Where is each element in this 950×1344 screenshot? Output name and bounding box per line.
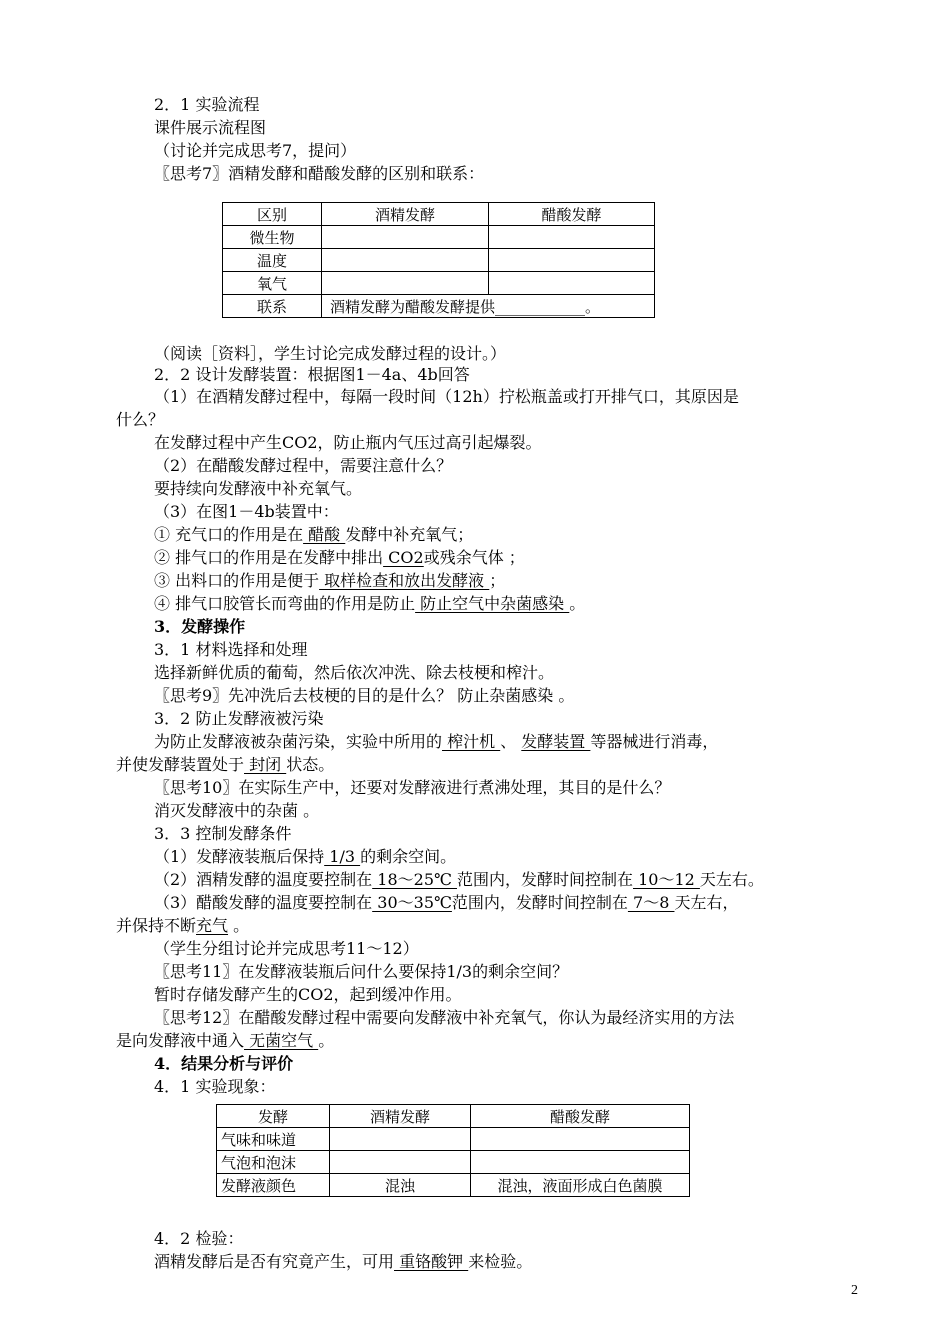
text-segment: 范围内，发酵时间控制在	[456, 870, 633, 889]
text-segment: 范围内，发酵时间控制在	[451, 893, 628, 912]
table-row	[217, 1128, 690, 1151]
section-3-2-heading: 3．2 防止发酵液被污染	[154, 709, 324, 728]
comparison-table	[222, 202, 655, 318]
text-segment: 。	[318, 1031, 335, 1050]
answer-line: 消灭发酵液中的杂菌 。	[154, 801, 320, 820]
text-line	[154, 547, 525, 569]
text-line: （学生分组讨论并完成思考11～12）	[154, 939, 419, 958]
text-segment: 。	[569, 594, 586, 613]
table-header-cell: 发酵	[217, 1105, 330, 1128]
page-number: 2	[851, 1283, 858, 1298]
answer-line: 要持续向发酵液中补充氧气。	[154, 479, 363, 498]
underlined-answer: 7～8	[627, 893, 675, 912]
section-3-heading: 3．发酵操作	[154, 617, 246, 636]
underlined-answer: 醋酸	[303, 525, 346, 544]
text-segment: 状态。	[286, 755, 335, 774]
text-line: （阅读［资料］，学生讨论完成发酵过程的设计。）	[154, 344, 507, 363]
text-segment: 。	[228, 916, 250, 935]
think-7-question: 〖思考7〗酒精发酵和醋酸发酵的区别和联系：	[154, 164, 485, 183]
text-segment: 或残余气体 ；	[423, 548, 525, 567]
text-segment: ② 排气口的作用是在发酵中排出	[154, 548, 384, 567]
link-cell: 酒精发酵为醋酸发酵提供____________。	[322, 295, 655, 318]
text-segment: 并保持不断	[116, 916, 197, 935]
text-segment: 的剩余空间。	[360, 847, 457, 866]
think-11-question: 〖思考11〗在发酵液装瓶后问什么要保持1/3的剩余空间？	[154, 962, 569, 981]
table-cell	[330, 1151, 471, 1174]
text-line: （讨论并完成思考7，提问）	[154, 141, 357, 160]
table-header-cell: 醋酸发酵	[489, 203, 655, 226]
text-segment: （3）醋酸发酵的温度要控制在	[154, 893, 373, 912]
table-cell	[322, 272, 489, 295]
text-segment: ；	[489, 571, 506, 590]
table-row-label: 温度	[223, 249, 322, 272]
section-4-1-heading: 4．1 实验现象：	[154, 1077, 276, 1096]
text-line	[154, 524, 473, 546]
table-row	[223, 226, 655, 249]
text-segment: 等器械进行消毒，	[590, 732, 719, 751]
table-header-row	[223, 203, 655, 226]
text-line: 什么？	[116, 410, 165, 429]
text-segment: 酒精发酵后是否有究竟产生，可用	[154, 1252, 395, 1271]
section-2-2-heading: 2．2 设计发酵装置：根据图1－4a、4b回答	[154, 365, 470, 384]
text-segment: 为防止发酵液被杂菌污染，实验中所用的	[154, 732, 443, 751]
answer-line: 暂时存储发酵产生的CO2，起到缓冲作用。	[154, 985, 462, 1004]
table-row-label: 氧气	[223, 272, 322, 295]
section-3-3-heading: 3．3 控制发酵条件	[154, 824, 292, 843]
text-segment: 是向发酵液中通入	[116, 1031, 245, 1050]
text-segment: 来检验。	[468, 1252, 533, 1271]
text-line: （2）在醋酸发酵过程中，需要注意什么？	[154, 456, 453, 475]
text-line: 选择新鲜优质的葡萄，然后依次冲洗、除去枝梗和榨汁。	[154, 663, 555, 682]
text-line	[154, 869, 764, 891]
section-3-1-heading: 3．1 材料选择和处理	[154, 640, 308, 659]
text-line	[116, 915, 249, 937]
underlined-answer: 充气	[196, 916, 229, 935]
table-cell	[489, 249, 655, 272]
text-line	[154, 593, 585, 615]
underlined-answer: 无菌空气	[244, 1031, 319, 1050]
underlined-answer: 榨汁机	[442, 732, 501, 751]
table-header-row	[217, 1105, 690, 1128]
text-segment: 发酵中补充氧气；	[345, 525, 474, 544]
think-9-question: 〖思考9〗先冲洗后去枝梗的目的是什么？ 防止杂菌感染 。	[154, 686, 575, 705]
table-cell	[322, 249, 489, 272]
underlined-answer: 1/3	[324, 847, 361, 866]
table-row-label: 联系	[223, 295, 322, 318]
text-segment: 天左右，	[674, 893, 739, 912]
table-row-label: 气味和味道	[217, 1128, 330, 1151]
table-cell	[330, 1128, 471, 1151]
underlined-answer: 防止空气中杂菌感染	[415, 594, 570, 613]
table-cell: 混浊，液面形成白色菌膜	[471, 1174, 690, 1197]
text-segment: （1）发酵液装瓶后保持	[154, 847, 325, 866]
table-cell	[471, 1128, 690, 1151]
text-segment: ① 充气口的作用是在	[154, 525, 304, 544]
table-header-cell: 醋酸发酵	[471, 1105, 690, 1128]
table-cell	[322, 226, 489, 249]
table-row	[217, 1174, 690, 1197]
text-segment: ③ 出料口的作用是便于	[154, 571, 320, 590]
table-row	[217, 1151, 690, 1174]
text-segment: （2）酒精发酵的温度要控制在	[154, 870, 373, 889]
text-line: 课件展示流程图	[154, 118, 267, 137]
table-row	[223, 295, 655, 318]
underlined-answer: 10～12	[633, 870, 700, 889]
underlined-answer: 封闭	[244, 755, 287, 774]
text-line	[154, 731, 718, 753]
answer-line: 在发酵过程中产生CO2，防止瓶内气压过高引起爆裂。	[154, 433, 542, 452]
table-cell	[471, 1151, 690, 1174]
table-row-label: 气泡和泡沫	[217, 1151, 330, 1174]
text-line	[154, 846, 456, 868]
section-2-1-heading: 2．1 实验流程	[154, 95, 260, 114]
section-4-heading: 4．结果分析与评价	[154, 1054, 294, 1073]
text-segment: 并使发酵装置处于	[116, 755, 245, 774]
text-line: （1）在酒精发酵过程中，每隔一段时间（12h）拧松瓶盖或打开排气口，其原因是	[154, 387, 739, 406]
text-line	[116, 1030, 334, 1052]
table-row-label: 微生物	[223, 226, 322, 249]
underlined-answer: 30～35℃	[372, 893, 452, 912]
text-line	[154, 892, 738, 914]
underlined-answer: 18～25℃	[372, 870, 457, 889]
text-segment: 天左右。	[699, 870, 764, 889]
table-header-cell: 区别	[223, 203, 322, 226]
table-cell	[489, 226, 655, 249]
section-4-2-heading: 4．2 检验：	[154, 1229, 244, 1248]
table-header-cell: 酒精发酵	[322, 203, 489, 226]
text-line: （3）在图1－4b装置中：	[154, 502, 339, 521]
table-header-cell: 酒精发酵	[330, 1105, 471, 1128]
underlined-answer: CO2	[383, 548, 424, 567]
table-row	[223, 272, 655, 295]
text-segment: ④ 排气口胶管长而弯曲的作用是防止	[154, 594, 416, 613]
underlined-answer: 取样检查和放出发酵液	[319, 571, 490, 590]
table-cell	[489, 272, 655, 295]
text-segment: 、	[500, 732, 522, 751]
table-row	[223, 249, 655, 272]
results-table	[216, 1104, 690, 1197]
think-10-question: 〖思考10〗在实际生产中，还要对发酵液进行煮沸处理，其目的是什么？	[154, 778, 671, 797]
table-row-label: 发酵液颜色	[217, 1174, 330, 1197]
text-line	[154, 1251, 532, 1273]
think-12-question: 〖思考12〗在醋酸发酵过程中需要向发酵液中补充氧气，你认为最经济实用的方法	[154, 1008, 735, 1027]
table-cell: 混浊	[330, 1174, 471, 1197]
underlined-answer: 重铬酸钾	[394, 1252, 469, 1271]
underlined-answer: 发酵装置	[521, 732, 591, 751]
text-line	[154, 570, 505, 592]
text-line	[116, 754, 334, 776]
